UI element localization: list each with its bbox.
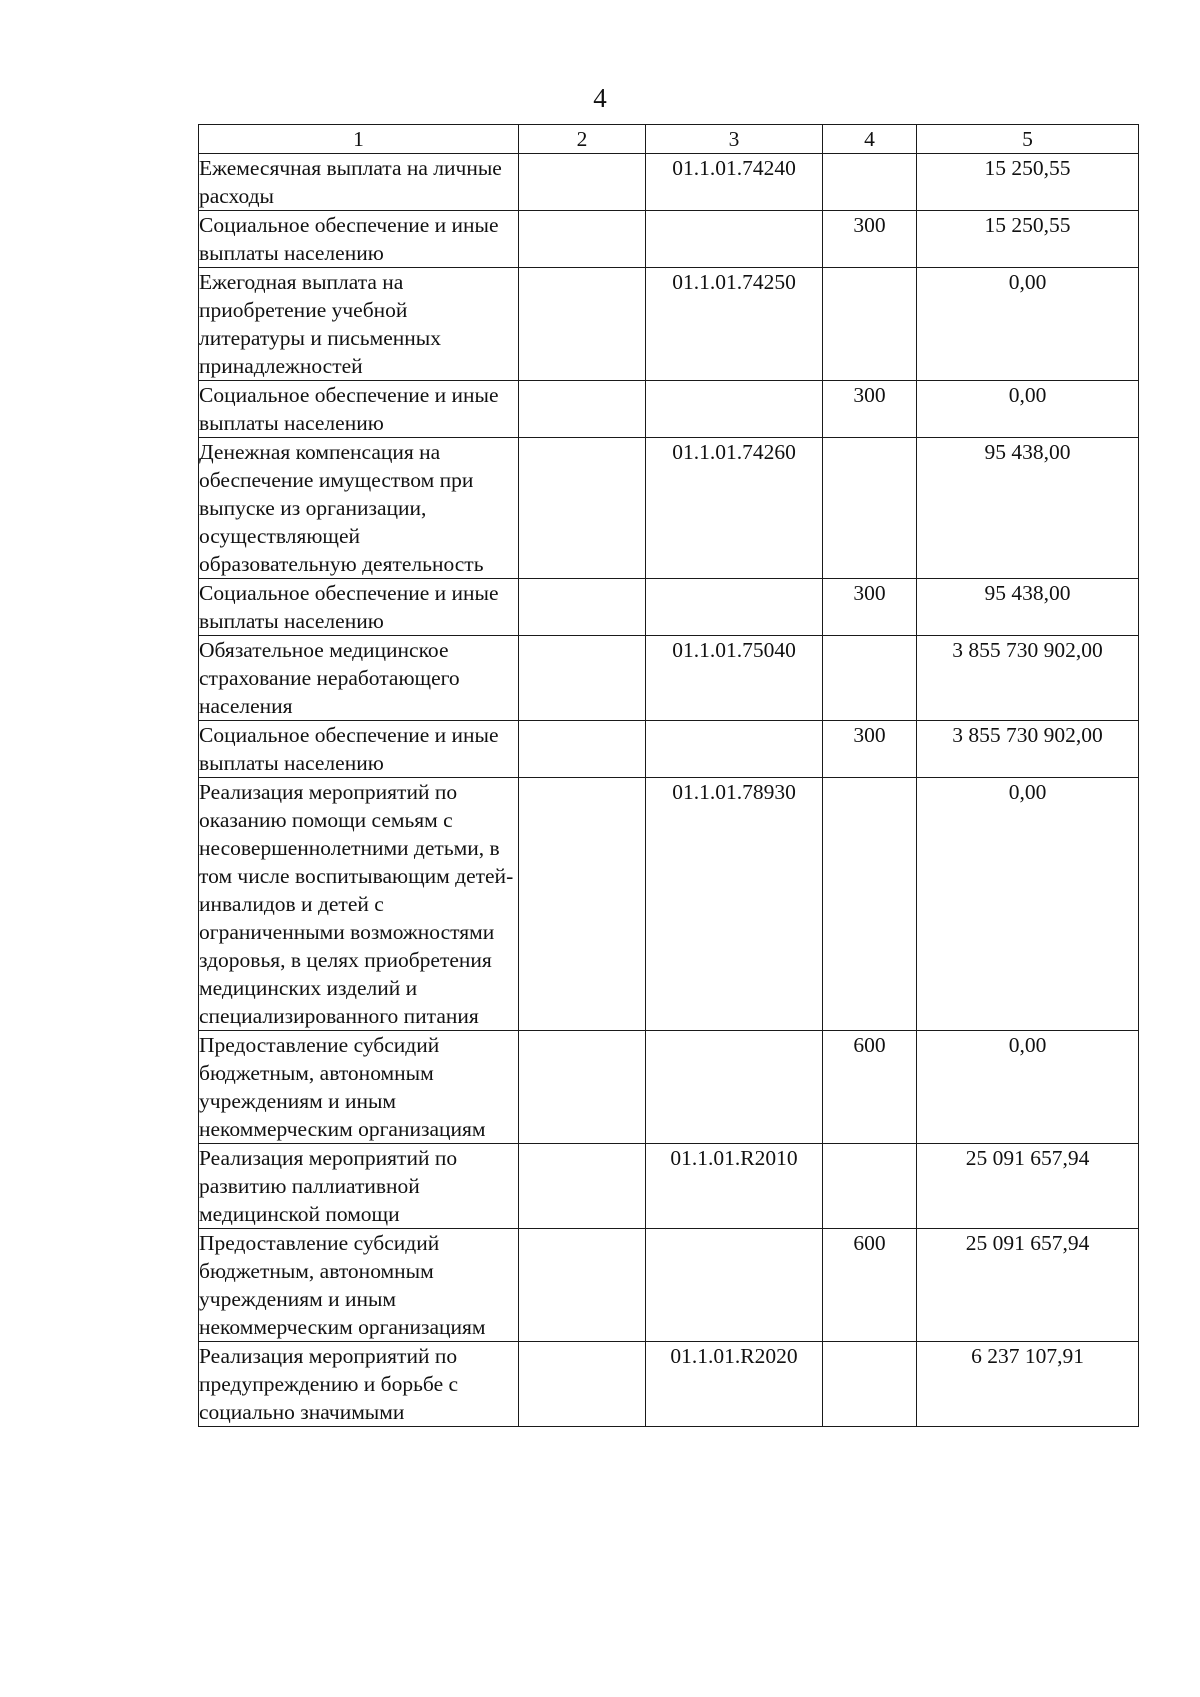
row-name: Реализация мероприятий по развитию паллиативной медицинской помощи	[199, 1144, 519, 1229]
row-name: Социальное обеспечение и иные выплаты населению	[199, 579, 519, 636]
table-row	[199, 1031, 1139, 1144]
column-header: 1	[199, 125, 519, 154]
row-amount: 15 250,55	[917, 211, 1139, 268]
table-row	[199, 438, 1139, 579]
table-row	[199, 579, 1139, 636]
row-code: 01.1.01.78930	[646, 778, 823, 1031]
row-col2	[519, 721, 646, 778]
budget-table	[198, 124, 1139, 1427]
row-amount: 25 091 657,94	[917, 1229, 1139, 1342]
row-type	[823, 1342, 917, 1427]
row-col2	[519, 381, 646, 438]
column-header: 4	[823, 125, 917, 154]
row-type	[823, 1144, 917, 1229]
row-type	[823, 778, 917, 1031]
row-col2	[519, 1229, 646, 1342]
column-header: 3	[646, 125, 823, 154]
row-name: Ежемесячная выплата на личные расходы	[199, 154, 519, 211]
row-type	[823, 438, 917, 579]
row-col2	[519, 636, 646, 721]
table-header-row	[199, 125, 1139, 154]
row-type	[823, 636, 917, 721]
row-code	[646, 579, 823, 636]
row-code: 01.1.01.74240	[646, 154, 823, 211]
row-name: Обязательное медицинское страхование неработающего населения	[199, 636, 519, 721]
row-name: Реализация мероприятий по оказанию помощи семьям с несовершеннолетними детьми, в том числе воспитывающим детей-инвалидов и детей с ограниченными возможностями здоровья, в целях приобретения медицинских изделий и специализированного питания	[199, 778, 519, 1031]
table-row	[199, 721, 1139, 778]
row-amount: 15 250,55	[917, 154, 1139, 211]
row-col2	[519, 154, 646, 211]
row-code	[646, 721, 823, 778]
row-amount: 3 855 730 902,00	[917, 636, 1139, 721]
row-col2	[519, 579, 646, 636]
table-row	[199, 778, 1139, 1031]
row-col2	[519, 1031, 646, 1144]
row-type: 300	[823, 211, 917, 268]
row-code: 01.1.01.R2010	[646, 1144, 823, 1229]
row-name: Предоставление субсидий бюджетным, автономным учреждениям и иным некоммерческим организациям	[199, 1229, 519, 1342]
table-row	[199, 154, 1139, 211]
row-amount: 95 438,00	[917, 438, 1139, 579]
row-type	[823, 154, 917, 211]
table-row	[199, 211, 1139, 268]
row-code	[646, 211, 823, 268]
page-number: 4	[593, 83, 607, 113]
row-col2	[519, 438, 646, 579]
row-name: Социальное обеспечение и иные выплаты населению	[199, 381, 519, 438]
row-type: 300	[823, 721, 917, 778]
table-row	[199, 1229, 1139, 1342]
column-header: 2	[519, 125, 646, 154]
row-amount: 0,00	[917, 778, 1139, 1031]
row-code: 01.1.01.R2020	[646, 1342, 823, 1427]
row-amount: 25 091 657,94	[917, 1144, 1139, 1229]
row-amount: 0,00	[917, 268, 1139, 381]
row-code	[646, 381, 823, 438]
row-type: 300	[823, 381, 917, 438]
row-code	[646, 1229, 823, 1342]
row-name: Социальное обеспечение и иные выплаты населению	[199, 721, 519, 778]
row-amount: 95 438,00	[917, 579, 1139, 636]
row-col2	[519, 211, 646, 268]
row-name: Денежная компенсация на обеспечение имуществом при выпуске из организации, осуществляющей образовательную деятельность	[199, 438, 519, 579]
row-code: 01.1.01.74250	[646, 268, 823, 381]
row-amount: 3 855 730 902,00	[917, 721, 1139, 778]
row-amount: 0,00	[917, 381, 1139, 438]
table-row	[199, 1342, 1139, 1427]
table-row	[199, 636, 1139, 721]
row-col2	[519, 1144, 646, 1229]
row-type: 600	[823, 1031, 917, 1144]
table-row	[199, 381, 1139, 438]
row-name: Социальное обеспечение и иные выплаты населению	[199, 211, 519, 268]
row-code: 01.1.01.75040	[646, 636, 823, 721]
table-row	[199, 268, 1139, 381]
row-amount: 6 237 107,91	[917, 1342, 1139, 1427]
row-col2	[519, 268, 646, 381]
row-type: 600	[823, 1229, 917, 1342]
row-col2	[519, 778, 646, 1031]
row-type	[823, 268, 917, 381]
row-name: Реализация мероприятий по предупреждению и борьбе с социально значимыми	[199, 1342, 519, 1427]
row-name: Ежегодная выплата на приобретение учебной литературы и письменных принадлежностей	[199, 268, 519, 381]
row-code	[646, 1031, 823, 1144]
table-row	[199, 1144, 1139, 1229]
column-header: 5	[917, 125, 1139, 154]
row-type: 300	[823, 579, 917, 636]
row-amount: 0,00	[917, 1031, 1139, 1144]
row-name: Предоставление субсидий бюджетным, автономным учреждениям и иным некоммерческим организациям	[199, 1031, 519, 1144]
row-col2	[519, 1342, 646, 1427]
row-code: 01.1.01.74260	[646, 438, 823, 579]
